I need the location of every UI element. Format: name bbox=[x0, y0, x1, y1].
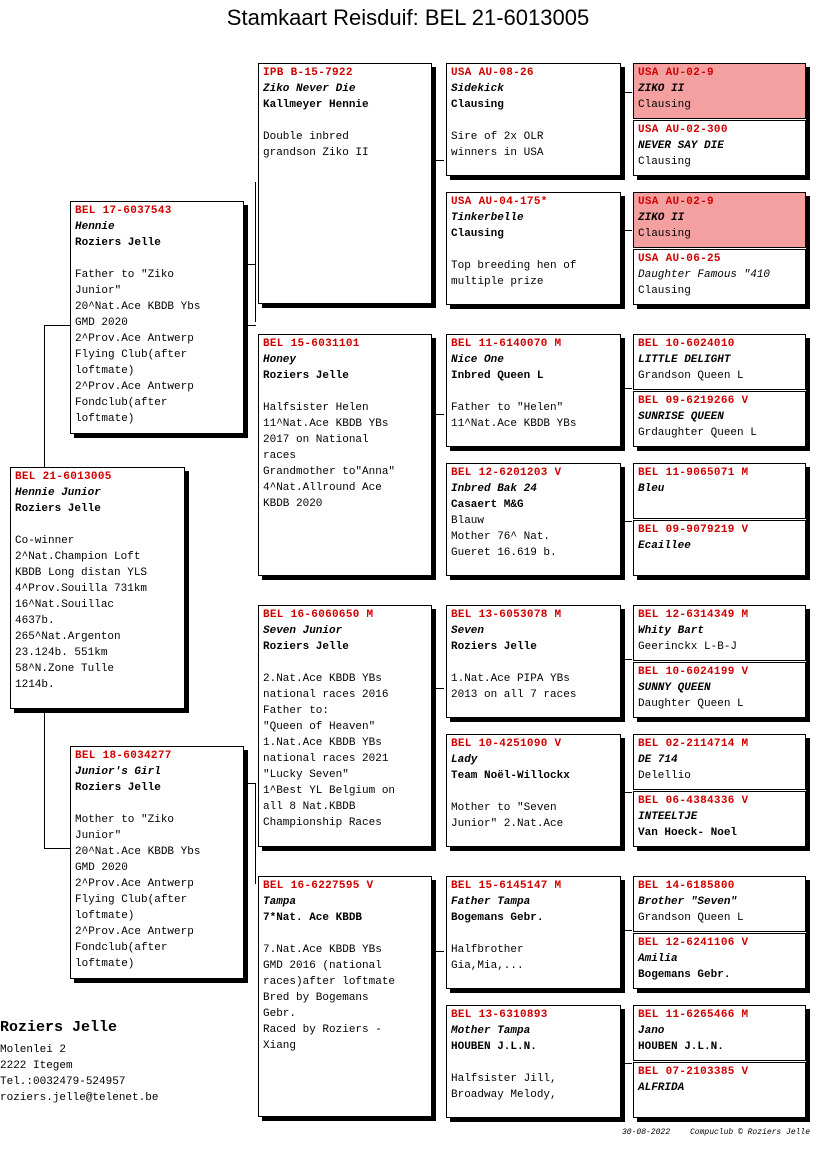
pigeon-owner: Roziers Jelle bbox=[263, 370, 349, 382]
pigeon-name: Honey bbox=[263, 354, 297, 366]
ring-number: BEL 17-6037543 bbox=[75, 205, 172, 217]
pigeon-owner: 7*Nat. Ace KBDB bbox=[263, 912, 363, 924]
pigeon-name: Lady bbox=[451, 754, 478, 766]
ring-number: BEL 07-2103385 V bbox=[638, 1066, 749, 1078]
subject-card[interactable] bbox=[10, 467, 185, 709]
ring-number: USA AU-02-9 bbox=[638, 196, 714, 208]
connector-line bbox=[434, 160, 444, 161]
pigeon-info: Halfsister Jill, Broadway Melody, bbox=[451, 1073, 557, 1101]
pigeon-info: 2.Nat.Ace KBDB YBs national races 2016 Father to: "Queen of Heaven" 1.Nat.Ace KBDB YBs national races 2021 "Lucky Seven" 1^Best YL Belgium on all 8 Nat.KBDB Championship Races bbox=[263, 673, 396, 829]
connector-line bbox=[623, 1063, 632, 1064]
pigeon-owner: HOUBEN J.L.N. bbox=[638, 1041, 724, 1053]
pigeon-owner: Clausing bbox=[638, 285, 691, 297]
connector-line bbox=[247, 264, 256, 265]
ring-number: BEL 10-4251090 V bbox=[451, 738, 562, 750]
ring-number: USA AU-08-26 bbox=[451, 67, 534, 79]
pigeon-name: Ziko Never Die bbox=[263, 83, 356, 95]
pigeon-name: INTEELTJE bbox=[638, 811, 698, 823]
gen4-card[interactable] bbox=[633, 1005, 806, 1061]
great-grandparent-card[interactable] bbox=[446, 192, 621, 305]
ring-number: BEL 11-6140070 M bbox=[451, 338, 562, 350]
pigeon-info: Top breeding hen of multiple prize bbox=[451, 260, 577, 288]
gen4-card[interactable] bbox=[633, 605, 806, 661]
page-title: Stamkaart Reisduif: BEL 21-6013005 bbox=[226, 5, 590, 30]
ring-number: BEL 10-6024010 bbox=[638, 338, 735, 350]
pigeon-name: Junior's Girl bbox=[75, 766, 161, 778]
pigeon-name: Seven bbox=[451, 625, 485, 637]
great-grandparent-card[interactable] bbox=[446, 734, 621, 847]
connector-line bbox=[623, 230, 632, 231]
connector-line bbox=[623, 659, 632, 660]
pigeon-info: Sire of 2x OLR winners in USA bbox=[451, 131, 544, 159]
pigeon-name: DE 714 bbox=[638, 754, 678, 766]
pigeon-owner: Roziers Jelle bbox=[75, 237, 161, 249]
pigeon-name: Nice One bbox=[451, 354, 504, 366]
gen4-card[interactable] bbox=[633, 933, 806, 989]
ring-number: BEL 12-6241106 V bbox=[638, 937, 749, 949]
connector-line bbox=[247, 783, 256, 784]
ring-number: IPB B-15-7922 bbox=[263, 67, 353, 79]
pigeon-owner: Roziers Jelle bbox=[263, 641, 349, 653]
great-grandparent-card[interactable] bbox=[446, 605, 621, 718]
breeder-phone: Tel.:0032479-524957 bbox=[0, 1076, 126, 1088]
pigeon-owner: Clausing bbox=[638, 156, 691, 168]
connector-line bbox=[44, 325, 70, 326]
breeder-email[interactable]: roziers.jelle@telenet.be bbox=[0, 1092, 159, 1104]
pigeon-name: Inbred Bak 24 bbox=[451, 483, 537, 495]
great-grandparent-card[interactable] bbox=[446, 463, 621, 576]
gen4-card[interactable] bbox=[633, 63, 806, 119]
pigeon-info: 7.Nat.Ace KBDB YBs GMD 2016 (national races)after loftmate Bred by Bogemans Gebr. Raced by Roziers - Xiang bbox=[263, 944, 396, 1052]
ring-number: BEL 09-9079219 V bbox=[638, 524, 749, 536]
pigeon-info: Blauw Mother 76^ Nat. Gueret 16.619 b. bbox=[451, 515, 557, 559]
ring-number: BEL 13-6053078 M bbox=[451, 609, 562, 621]
grandsire-maternal-card[interactable] bbox=[258, 605, 432, 847]
pigeon-info: Mother to "Seven Junior" 2.Nat.Ace bbox=[451, 802, 564, 830]
pigeon-name: NEVER SAY DIE bbox=[638, 140, 724, 152]
breeder-city: 2222 Itegem bbox=[0, 1060, 73, 1072]
pigeon-name: Tinkerbelle bbox=[451, 212, 524, 224]
pigeon-owner: Clausing bbox=[638, 99, 691, 111]
connector-line bbox=[44, 848, 70, 849]
pigeon-info: Co-winner 2^Nat.Champion Loft KBDB Long distan YLS 4^Prov.Souilla 731km 16^Nat.Souillac 4637b. 265^Nat.Argenton 23.124b. 551km 58^N.Zone Tulle 1214b. bbox=[15, 535, 148, 691]
footer-credit: Compuclub © Roziers Jelle bbox=[690, 1128, 811, 1137]
gen4-card[interactable] bbox=[633, 520, 806, 576]
ring-number: BEL 21-6013005 bbox=[15, 471, 112, 483]
pigeon-name: Brother "Seven" bbox=[638, 896, 738, 908]
ring-number: BEL 15-6031101 bbox=[263, 338, 360, 350]
gen4-card[interactable] bbox=[633, 120, 806, 176]
pigeon-info: Father to "Helen" 11^Nat.Ace KBDB YBs bbox=[451, 402, 577, 430]
gen4-card[interactable] bbox=[633, 791, 806, 847]
ring-number: BEL 13-6310893 bbox=[451, 1009, 548, 1021]
gen4-card[interactable] bbox=[633, 734, 806, 790]
pigeon-name: ZIKO II bbox=[638, 212, 685, 224]
pigeon-name: SUNNY QUEEN bbox=[638, 682, 711, 694]
ring-number: BEL 11-6265466 M bbox=[638, 1009, 749, 1021]
gen4-card[interactable] bbox=[633, 192, 806, 248]
ring-number: BEL 11-9065071 M bbox=[638, 467, 749, 479]
pigeon-owner: Delellio bbox=[638, 770, 691, 782]
pigeon-info: Halfbrother Gia,Mia,... bbox=[451, 944, 524, 972]
pigeon-owner: Grdaughter Queen L bbox=[638, 427, 757, 439]
pigeon-info: Halfsister Helen 11^Nat.Ace KBDB YBs 2017 on National races Grandmother to"Anna" 4^Nat.Allround Ace KBDB 2020 bbox=[263, 402, 396, 510]
pigeon-owner: Team Noël-Willockx bbox=[451, 770, 570, 782]
pigeon-name: Hennie bbox=[75, 221, 115, 233]
pigeon-info: Father to "Ziko Junior" 20^Nat.Ace KBDB Ybs GMD 2020 2^Prov.Ace Antwerp Flying Club(after loftmate) 2^Prov.Ace Antwerp Fondclub(after loftmate) bbox=[75, 269, 201, 425]
pigeon-name: Father Tampa bbox=[451, 896, 531, 908]
great-grandparent-card[interactable] bbox=[446, 63, 621, 176]
breeder-address: Molenlei 2 bbox=[0, 1044, 67, 1056]
pigeon-owner: Kallmeyer Hennie bbox=[263, 99, 369, 111]
connector-line bbox=[623, 92, 632, 93]
pigeon-name: Seven Junior bbox=[263, 625, 343, 637]
pigeon-name: Tampa bbox=[263, 896, 297, 908]
pigeon-name: Hennie Junior bbox=[15, 487, 101, 499]
pigeon-owner: HOUBEN J.L.N. bbox=[451, 1041, 537, 1053]
connector-line bbox=[247, 325, 256, 326]
pigeon-name: Mother Tampa bbox=[451, 1025, 531, 1037]
ring-number: BEL 12-6314349 M bbox=[638, 609, 749, 621]
pigeon-owner: Roziers Jelle bbox=[451, 641, 537, 653]
pigeon-name: SUNRISE QUEEN bbox=[638, 411, 724, 423]
pigeon-owner: Bogemans Gebr. bbox=[451, 912, 544, 924]
great-grandparent-card[interactable] bbox=[446, 876, 621, 989]
pigeon-name: Amilia bbox=[638, 953, 678, 965]
connector-line bbox=[434, 688, 444, 689]
pigeon-name: LITTLE DELIGHT bbox=[638, 354, 731, 366]
ring-number: BEL 12-6201203 V bbox=[451, 467, 562, 479]
connector-line bbox=[44, 709, 45, 848]
granddam-paternal-card[interactable] bbox=[258, 334, 432, 576]
ring-number: BEL 02-2114714 M bbox=[638, 738, 749, 750]
granddam-maternal-card[interactable] bbox=[258, 876, 432, 1117]
breeder-name: Roziers Jelle bbox=[0, 1019, 118, 1036]
connector-line bbox=[623, 388, 632, 389]
pigeon-name: Sidekick bbox=[451, 83, 504, 95]
pigeon-name: ALFRIDA bbox=[638, 1082, 685, 1094]
grandsire-paternal-card[interactable] bbox=[258, 63, 432, 304]
pigeon-owner: Grandson Queen L bbox=[638, 370, 744, 382]
ring-number: USA AU-04-175* bbox=[451, 196, 548, 208]
pigeon-owner: Bogemans Gebr. bbox=[638, 969, 731, 981]
footer-date: 30-08-2022 bbox=[622, 1128, 671, 1137]
pigeon-info: Mother to "Ziko Junior" 20^Nat.Ace KBDB Ybs GMD 2020 2^Prov.Ace Antwerp Flying Club(after loftmate) 2^Prov.Ace Antwerp Fondclub(after loftmate) bbox=[75, 814, 201, 970]
great-grandparent-card[interactable] bbox=[446, 334, 621, 447]
pigeon-owner: Inbred Queen L bbox=[451, 370, 544, 382]
pigeon-owner: Grandson Queen L bbox=[638, 912, 744, 924]
pigeon-owner: Geerinckx L-B-J bbox=[638, 641, 738, 653]
connector-line bbox=[623, 930, 632, 931]
ring-number: BEL 18-6034277 bbox=[75, 750, 172, 762]
pigeon-owner: Roziers Jelle bbox=[75, 782, 161, 794]
pigeon-name: Ecaillee bbox=[638, 540, 691, 552]
connector-line bbox=[44, 325, 45, 469]
ring-number: BEL 10-6024199 V bbox=[638, 666, 749, 678]
connector-line bbox=[434, 951, 444, 952]
pigeon-owner: Clausing bbox=[638, 228, 691, 240]
ring-number: BEL 06-4384336 V bbox=[638, 795, 749, 807]
ring-number: BEL 14-6185800 bbox=[638, 880, 735, 892]
pigeon-owner: Van Hoeck- Noel bbox=[638, 827, 738, 839]
gen4-card[interactable] bbox=[633, 463, 806, 519]
gen4-card[interactable] bbox=[633, 1062, 806, 1118]
ring-number: BEL 15-6145147 M bbox=[451, 880, 562, 892]
ring-number: USA AU-02-9 bbox=[638, 67, 714, 79]
pigeon-name: Whity Bart bbox=[638, 625, 705, 637]
mother-card[interactable] bbox=[70, 746, 244, 979]
connector-line bbox=[434, 414, 444, 415]
connector-line bbox=[255, 783, 256, 884]
pigeon-info: Double inbred grandson Ziko II bbox=[263, 131, 369, 159]
great-grandparent-card[interactable] bbox=[446, 1005, 621, 1118]
pigeon-owner: Clausing bbox=[451, 99, 504, 111]
pigeon-owner: Casaert M&G bbox=[451, 499, 524, 511]
pigeon-name: Jano bbox=[638, 1025, 665, 1037]
pigeon-name: ZIKO II bbox=[638, 83, 685, 95]
pigeon-owner: Clausing bbox=[451, 228, 504, 240]
gen4-card[interactable] bbox=[633, 334, 806, 390]
breeder-info bbox=[0, 1018, 158, 1106]
gen4-card[interactable] bbox=[633, 876, 806, 932]
father-card[interactable] bbox=[70, 201, 244, 434]
ring-number: USA AU-06-25 bbox=[638, 253, 721, 265]
pigeon-owner: Roziers Jelle bbox=[15, 503, 101, 515]
ring-number: BEL 16-6060650 M bbox=[263, 609, 374, 621]
connector-line bbox=[623, 792, 632, 793]
ring-number: BEL 09-6219266 V bbox=[638, 395, 749, 407]
pigeon-owner: Daughter Queen L bbox=[638, 698, 744, 710]
connector-line bbox=[623, 521, 632, 522]
ring-number: BEL 16-6227595 V bbox=[263, 880, 374, 892]
pigeon-name: Daughter Famous "410 bbox=[638, 269, 771, 281]
connector-line bbox=[255, 182, 256, 322]
gen4-card[interactable] bbox=[633, 662, 806, 718]
pigeon-info: 1.Nat.Ace PIPA YBs 2013 on all 7 races bbox=[451, 673, 577, 701]
pigeon-name: Bleu bbox=[638, 483, 665, 495]
gen4-card[interactable] bbox=[633, 391, 806, 447]
ring-number: USA AU-02-300 bbox=[638, 124, 728, 136]
gen4-card[interactable] bbox=[633, 249, 806, 305]
